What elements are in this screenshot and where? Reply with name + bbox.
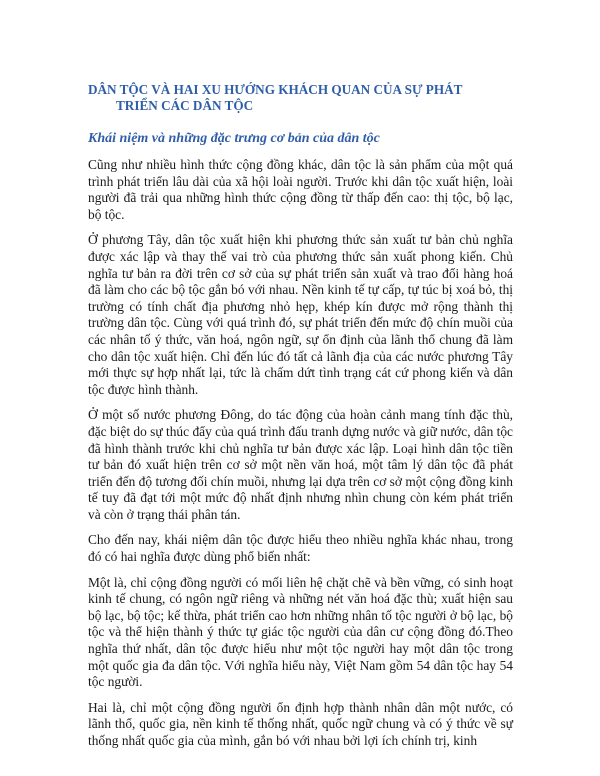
paragraph-5: Một là, chỉ cộng đồng người có mối liên hệ chặt chẽ và bền vững, có sinh hoạt kinh tế chung, có ngôn ngữ riêng và những nét văn hoá đặc thù; xuất hiện sau bộ lạc, bộ tộc; kế thừa, phát triển cao hơn những nhân tố tộc người ở bộ lạc, bộ tộc và thể hiện thành ý thức tự giác tộc người của dân cư cộng đồng đó.Theo nghĩa thứ nhất, dân tộc được hiểu như một tộc người hay một dân tộc trong một quốc gia đa dân tộc. Với nghĩa hiểu này, Việt Nam gồm 54 dân tộc hay 54 tộc người. [88,574,513,690]
section-heading: Khái niệm và những đặc trưng cơ bản của dân tộc [88,131,380,146]
paragraph-1: Cũng như nhiều hình thức cộng đồng khác, dân tộc là sản phẩm của một quá trình phát triển lâu dài của xã hội loài người. Trước khi dân tộc xuất hiện, loài người đã trải qua những hình thức cộng đồng từ thấp đến cao: thị tộc, bộ lạc, bộ tộc. [88,157,513,222]
paragraph-6: Hai là, chỉ một cộng đồng người ổn định hợp thành nhân dân một nước, có lãnh thổ, quốc gia, nền kinh tế thống nhất, quốc ngữ chung và có ý thức về sự thống nhất quốc gia của mình, gắn bó với nhau bởi lợi ích chính trị, kinh [88,699,513,748]
document-title-line-2: TRIỂN CÁC DÂN TỘC [116,97,254,113]
document-title-line-1: DÂN TỘC VÀ HAI XU HƯỚNG KHÁCH QUAN CỦA SỰ PHÁT [88,82,463,97]
document-title [88,82,513,113]
paragraph-4: Cho đến nay, khái niệm dân tộc được hiểu theo nhiều nghĩa khác nhau, trong đó có hai nghĩa được dùng phổ biến nhất: [88,532,513,565]
document-page [88,82,513,750]
paragraph-3: Ở một số nước phương Đông, do tác động của hoàn cảnh mang tính đặc thù, đặc biệt do sự thúc đẩy của quá trình đấu tranh dựng nước và giữ nước, dân tộc đã hình thành trước khi chủ nghĩa tư bản được xác lập. Loại hình dân tộc tiền tư bản đó xuất hiện trên cơ sở một nền văn hoá, một tâm lý dân tộc đã phát triển đến độ tương đối chín muồi, nhưng lại dựa trên cơ sở một cộng đồng kinh tế tuy đã đạt tới một mức độ nhất định nhưng nhìn chung còn kém phát triển và còn ở trạng thái phân tán. [88,407,513,522]
paragraph-2: Ở phương Tây, dân tộc xuất hiện khi phương thức sản xuất tư bản chủ nghĩa được xác lập và thay thế vai trò của phương thức sản xuất phong kiến. Chủ nghĩa tư bản ra đời trên cơ sở của sự phát triển sản xuất và trao đổi hàng hoá đã làm cho các bộ tộc gắn bó với nhau. Nền kinh tế tự cấp, tự túc bị xoá bỏ, thị trường có tính chất địa phương nhỏ hẹp, khép kín được mở rộng thành thị trường dân tộc. Cùng với quá trình đó, sự phát triển đến mức độ chín muồi của các nhân tố ý thức, văn hoá, ngôn ngữ, sự ổn định của lãnh thổ chung đã làm cho dân tộc xuất hiện. Chỉ đến lúc đó tất cả lãnh địa của các nước phương Tây mới thực sự hợp nhất lại, tức là chấm dứt tình trạng cát cứ phong kiến và dân tộc được hình thành. [88,232,513,397]
